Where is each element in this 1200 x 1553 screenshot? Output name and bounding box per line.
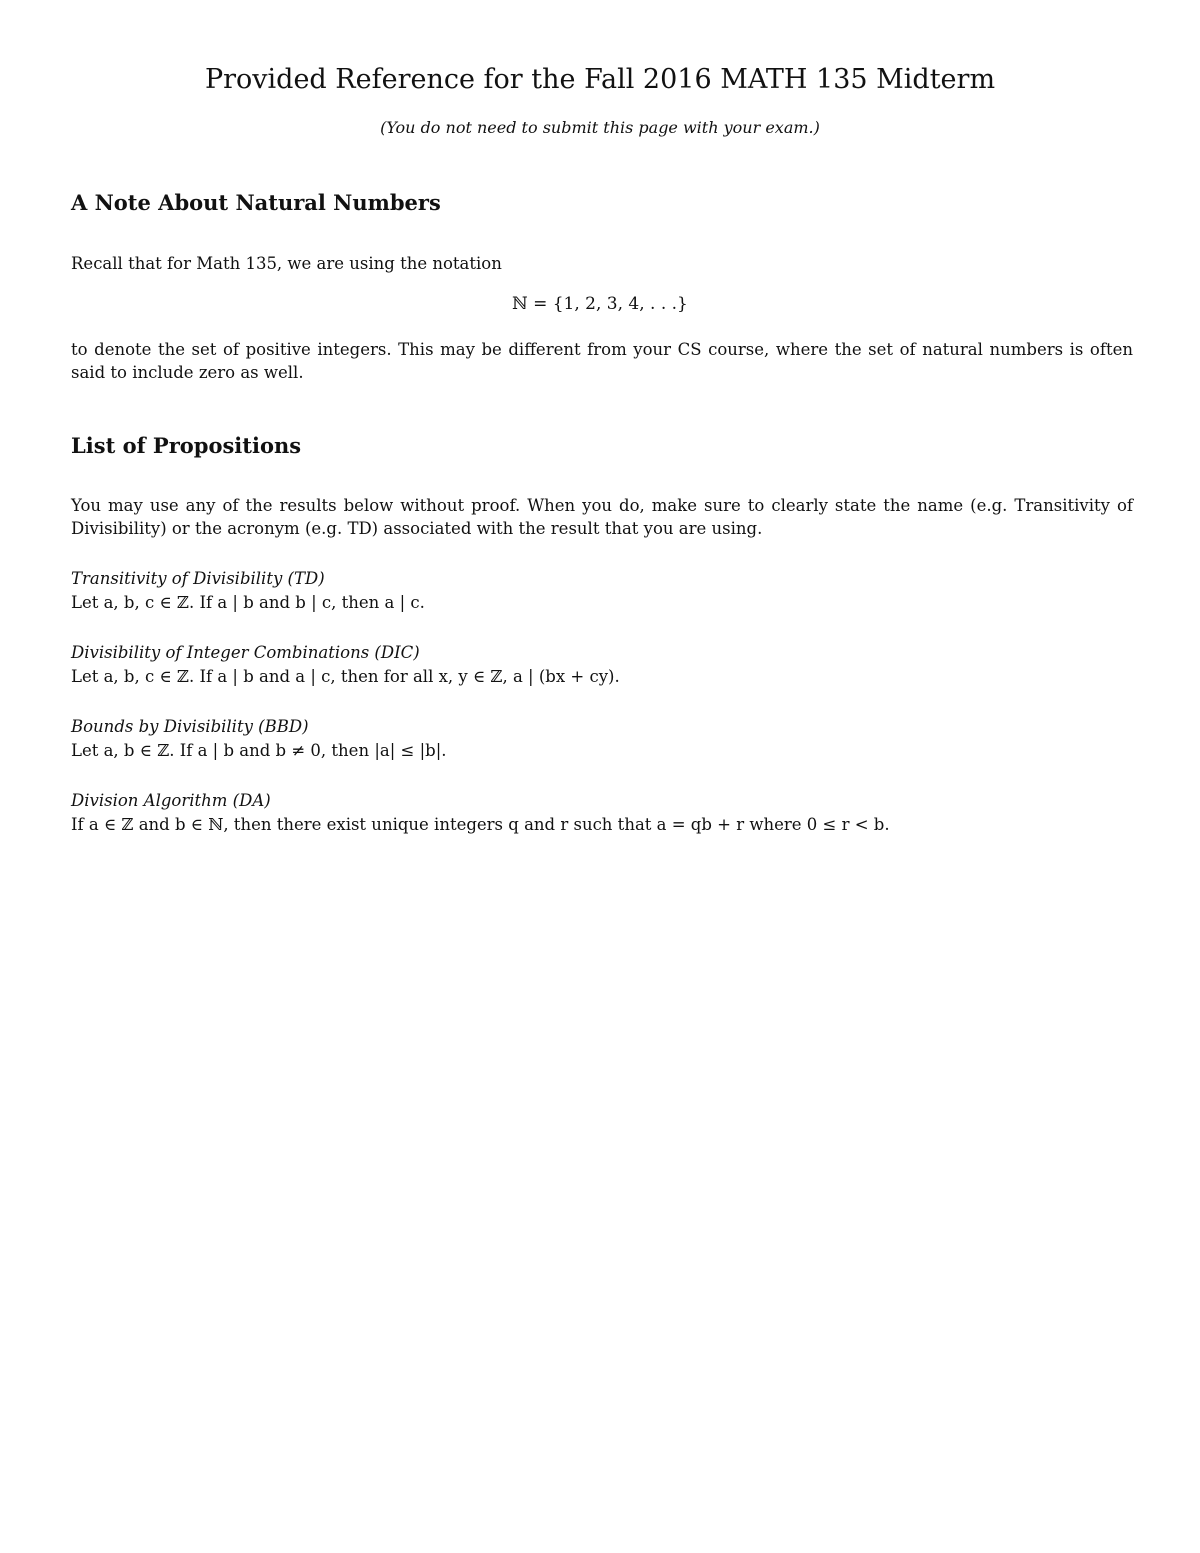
proposition-statement: Let a, b, c ∈ ℤ. If a | b and b | c, then a | c. [71, 593, 425, 612]
proposition-name: Divisibility of Integer Combinations (DIC) [71, 643, 420, 662]
natural-numbers-intro: Recall that for Math 135, we are using the notation [71, 254, 502, 273]
proposition-da [71, 789, 1133, 837]
proposition-name: Division Algorithm (DA) [71, 791, 271, 810]
proposition-statement: If a ∈ ℤ and b ∈ ℕ, then there exist unique integers q and r such that a = qb + r where 0 ≤ r < b. [71, 815, 890, 834]
proposition-dic [71, 641, 1133, 689]
proposition-bbd [71, 715, 1133, 763]
natural-numbers-explanation: to denote the set of positive integers. This may be different from your CS course, where the set of natural numbers is often said to include zero as well. [71, 340, 1133, 382]
propositions-heading: List of Propositions [71, 433, 302, 458]
page-subtitle: (You do not need to submit this page with your exam.) [380, 118, 820, 137]
proposition-name: Transitivity of Divisibility (TD) [71, 569, 325, 588]
page-title: Provided Reference for the Fall 2016 MATH 135 Midterm [204, 64, 996, 95]
proposition-statement: Let a, b, c ∈ ℤ. If a | b and a | c, then for all x, y ∈ ℤ, a | (bx + cy). [71, 667, 620, 686]
natural-numbers-heading: A Note About Natural Numbers [71, 190, 441, 215]
natural-numbers-display-math: ℕ = {1, 2, 3, 4, . . .} [512, 294, 688, 314]
proposition-statement: Let a, b ∈ ℤ. If a | b and b ≠ 0, then |a| ≤ |b|. [71, 741, 447, 760]
propositions-intro: You may use any of the results below without proof. When you do, make sure to clearly state the name (e.g. Transitivity of Divisibility) or the acronym (e.g. TD) associated with the result that you are using. [71, 496, 1133, 538]
proposition-td [71, 567, 1133, 615]
proposition-name: Bounds by Divisibility (BBD) [71, 717, 309, 736]
